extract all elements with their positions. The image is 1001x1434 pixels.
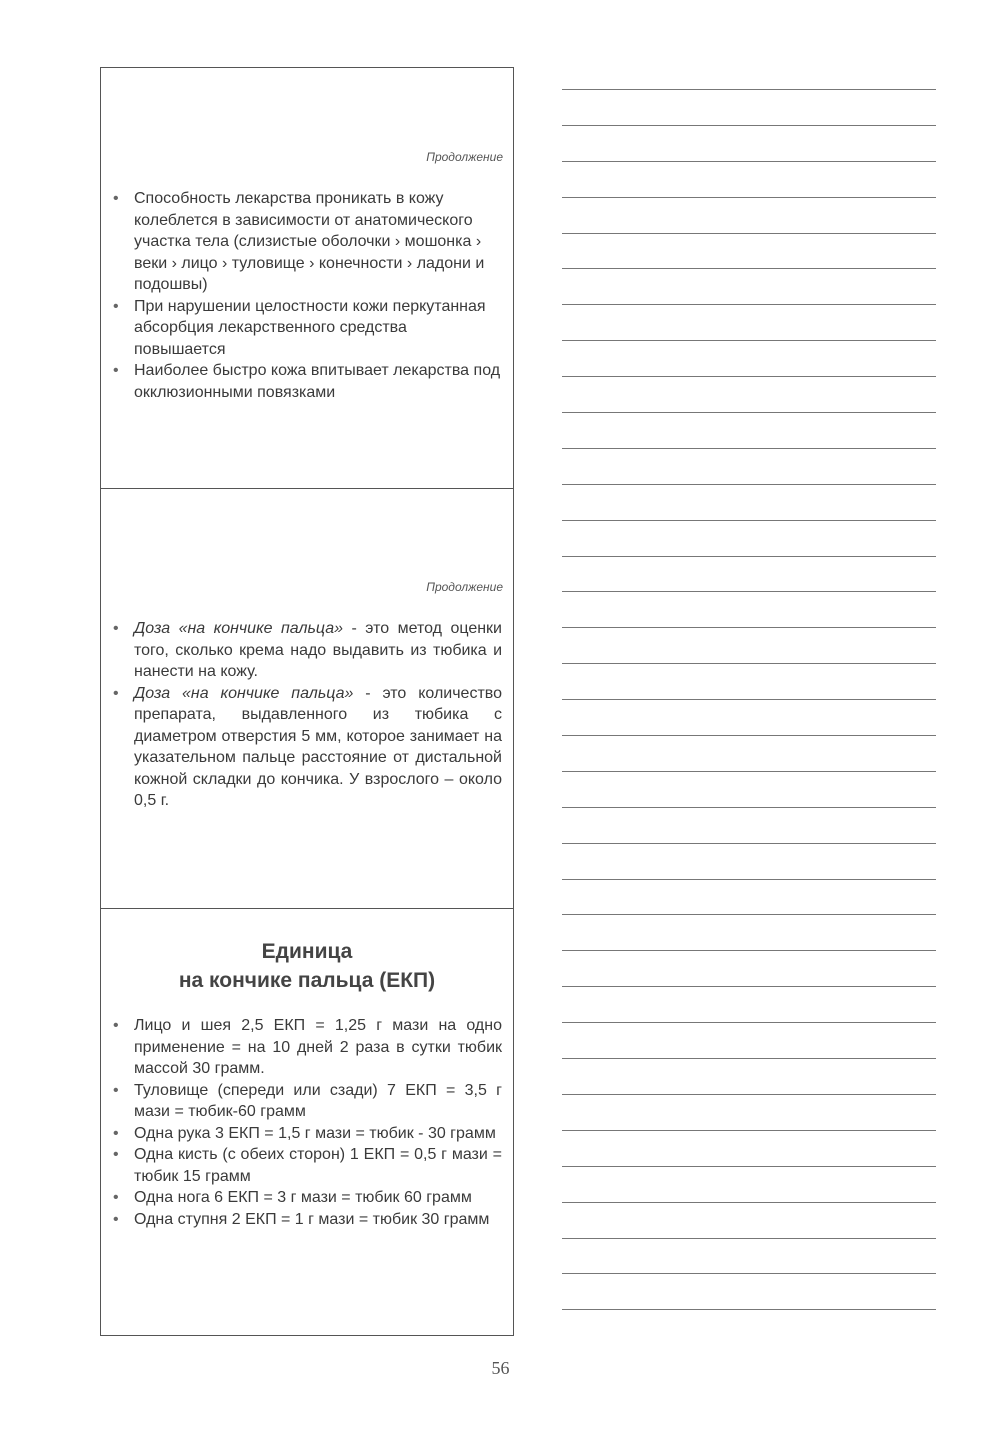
list-item xyxy=(109,1187,502,1209)
bullet-text: Наиболее быстро кожа впитывает лекарства под окклюзионными повязками xyxy=(134,362,501,401)
note-line xyxy=(562,268,936,269)
note-line xyxy=(562,1166,936,1167)
note-line xyxy=(562,807,936,808)
bullet-text: Одна кисть (с обеих сторон) 1 ЕКП = 0,5 г мази = тюбик 15 грамм xyxy=(134,1146,502,1185)
notes-lines xyxy=(562,89,936,1345)
note-line xyxy=(562,484,936,485)
bullet-list xyxy=(109,1015,502,1230)
note-line xyxy=(562,304,936,305)
term-emphasis: Доза «на кончике пальца» xyxy=(134,620,344,637)
bullet-text: Одна нога 6 ЕКП = 3 г мази = тюбик 60 грамм xyxy=(134,1189,472,1206)
slide-panel-2 xyxy=(101,489,513,909)
note-line xyxy=(562,125,936,126)
list-item xyxy=(109,683,502,812)
bullet-icon: • xyxy=(113,1017,119,1034)
note-line xyxy=(562,914,936,915)
bullet-list xyxy=(109,188,502,403)
page-number: 56 xyxy=(491,1358,510,1378)
heading-line-1: Единица xyxy=(261,940,353,963)
note-line xyxy=(562,520,936,521)
slide-panel-1 xyxy=(101,68,513,489)
bullet-icon: • xyxy=(113,362,119,379)
note-line xyxy=(562,663,936,664)
continuation-label: Продолжение xyxy=(426,580,503,594)
note-line xyxy=(562,591,936,592)
list-item xyxy=(109,296,502,361)
note-line xyxy=(562,1022,936,1023)
note-line xyxy=(562,448,936,449)
note-line xyxy=(562,699,936,700)
note-line xyxy=(562,340,936,341)
note-line xyxy=(562,1309,936,1310)
note-line xyxy=(562,197,936,198)
bullet-list xyxy=(109,618,502,812)
section-heading xyxy=(101,937,513,995)
bullet-icon: • xyxy=(113,1210,119,1228)
bullet-icon: • xyxy=(113,297,119,315)
note-line xyxy=(562,1238,936,1239)
note-line xyxy=(562,843,936,844)
slide-panel-3 xyxy=(101,909,513,1337)
continuation-label: Продолжение xyxy=(426,150,503,164)
note-line xyxy=(562,986,936,987)
bullet-text: При нарушении целостности кожи перкутанная абсорбция лекарственного средства повышается xyxy=(134,297,486,358)
bullet-icon: • xyxy=(113,620,119,637)
term-emphasis: Доза «на кончике пальца» xyxy=(134,684,354,702)
list-item xyxy=(109,188,502,296)
note-line xyxy=(562,161,936,162)
note-line xyxy=(562,556,936,557)
bullet-text: Лицо и шея 2,5 ЕКП = 1,25 г мази на одно применение = на 10 дней 2 раза в сутки тюбик массой 30 грамм. xyxy=(134,1017,502,1077)
bullet-text: - это количество препарата, выдавленного из тюбика с диаметром отверстия 5 мм, которое занимает на указательном пальце расстояние от дистальной кожной складки до кончика. У взрослого – около 0,5 г. xyxy=(134,684,502,809)
bullet-text: Одна ступня 2 ЕКП = 1 г мази = тюбик 30 грамм xyxy=(134,1210,490,1228)
bullet-icon: • xyxy=(113,1081,119,1099)
list-item xyxy=(109,1144,502,1187)
note-line xyxy=(562,412,936,413)
slide-panels xyxy=(100,67,514,1336)
note-line xyxy=(562,879,936,880)
note-line xyxy=(562,735,936,736)
bullet-icon: • xyxy=(113,1189,119,1206)
list-item xyxy=(109,1123,502,1145)
list-item xyxy=(109,1209,502,1231)
note-line xyxy=(562,771,936,772)
list-item xyxy=(109,1080,502,1123)
bullet-text: Способность лекарства проникать в кожу колеблется в зависимости от анатомического участка тела (слизистые оболочки › мошонка › веки › лицо › туловище › конечности › ладони и подошвы) xyxy=(134,190,485,293)
list-item xyxy=(109,360,502,403)
bullet-text: Одна рука 3 ЕКП = 1,5 г мази = тюбик - 30 грамм xyxy=(134,1124,496,1142)
note-line xyxy=(562,89,936,90)
bullet-icon: • xyxy=(113,684,119,702)
note-line xyxy=(562,1058,936,1059)
bullet-icon: • xyxy=(113,1124,119,1142)
note-line xyxy=(562,627,936,628)
note-line xyxy=(562,1094,936,1095)
bullet-icon: • xyxy=(113,190,119,207)
note-line xyxy=(562,1202,936,1203)
note-line xyxy=(562,1273,936,1274)
list-item xyxy=(109,618,502,683)
note-line xyxy=(562,233,936,234)
bullet-text: - это метод оценки того, сколько крема надо выдавить из тюбика и нанести на кожу. xyxy=(134,620,502,680)
list-item xyxy=(109,1015,502,1080)
note-line xyxy=(562,1130,936,1131)
bullet-icon: • xyxy=(113,1146,119,1163)
heading-line-2: на кончике пальца (ЕКП) xyxy=(178,969,436,992)
note-line xyxy=(562,376,936,377)
bullet-text: Туловище (спереди или сзади) 7 ЕКП = 3,5 г мази = тюбик-60 грамм xyxy=(134,1081,502,1120)
note-line xyxy=(562,950,936,951)
